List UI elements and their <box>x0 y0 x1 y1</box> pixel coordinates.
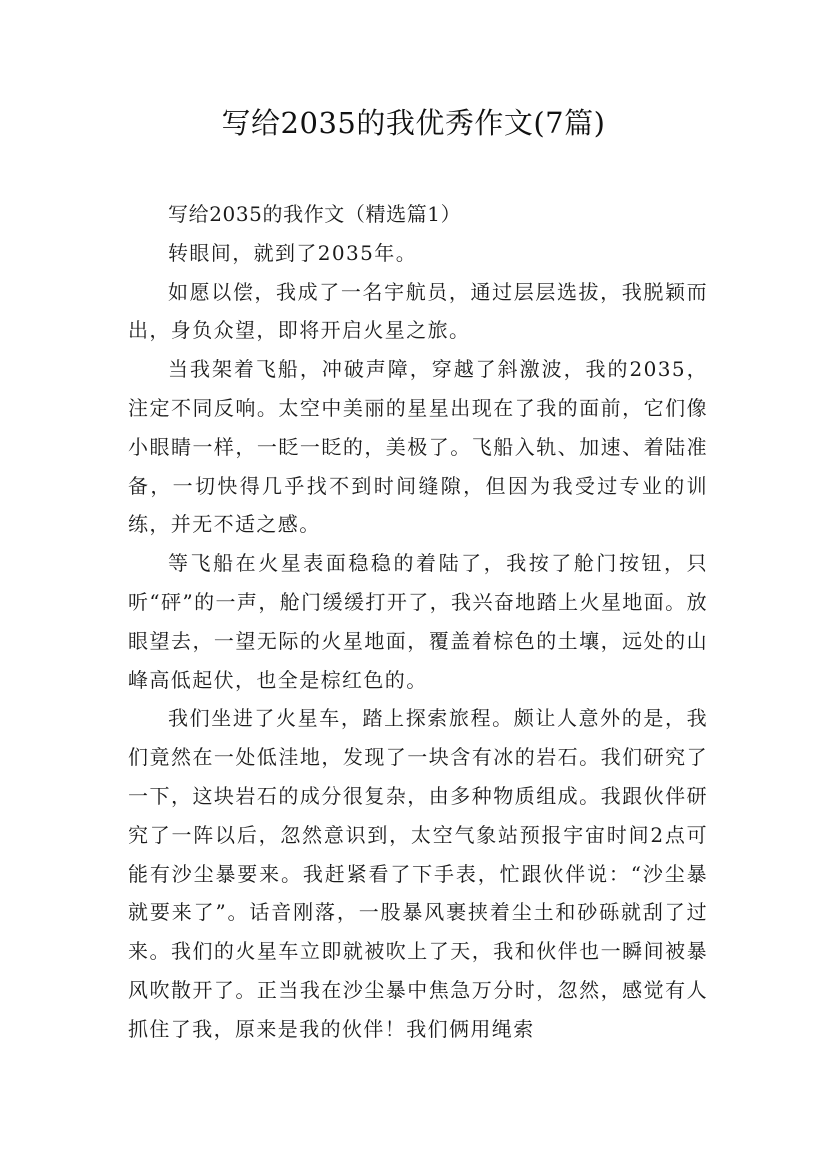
section-heading: 写给2035的我作文（精选篇1） <box>168 202 462 226</box>
paragraph-3: 当我架着飞船，冲破声障，穿越了斜激波，我的2035，注定不同反响。太空中美丽的星星出现在了我的面前，它们像小眼睛一样，一眨一眨的，美极了。飞船入轨、加速、着陆准备，一切快得几乎找不到时间缝隙，但因为我受过专业的训练，并无不适之感。 <box>128 357 708 537</box>
document-body <box>128 195 708 1049</box>
paragraph-4: 等飞船在火星表面稳稳的着陆了，我按了舱门按钮，只听“砰”的一声，舱门缓缓打开了，我兴奋地踏上火星地面。放眼望去，一望无际的火星地面，覆盖着棕色的土壤，远处的山峰高低起伏，也全是棕红色的。 <box>128 551 708 692</box>
paragraph-2: 如愿以偿，我成了一名宇航员，通过层层选拔，我脱颖而出，身负众望，即将开启火星之旅。 <box>128 279 708 343</box>
paragraph-5: 我们坐进了火星车，踏上探索旅程。颇让人意外的是，我们竟然在一处低洼地，发现了一块含有冰的岩石。我们研究了一下，这块岩石的成分很复杂，由多种物质组成。我跟伙伴研究了一阵以后，忽然意识到，太空气象站预报宇宙时间2点可能有沙尘暴要来。我赶紧看了下手表，忙跟伙伴说：“沙尘暴就要来了”。话音刚落，一股暴风裹挟着尘土和砂砾就刮了过来。我们的火星车立即就被吹上了天，我和伙伴也一瞬间被暴风吹散开了。正当我在沙尘暴中焦急万分时，忽然，感觉有人抓住了我，原来是我的伙伴！我们俩用绳索 <box>128 706 708 1041</box>
document-title: 写给2035的我优秀作文(7篇) <box>221 106 606 140</box>
paragraph-1: 转眼间，就到了2035年。 <box>168 240 418 265</box>
